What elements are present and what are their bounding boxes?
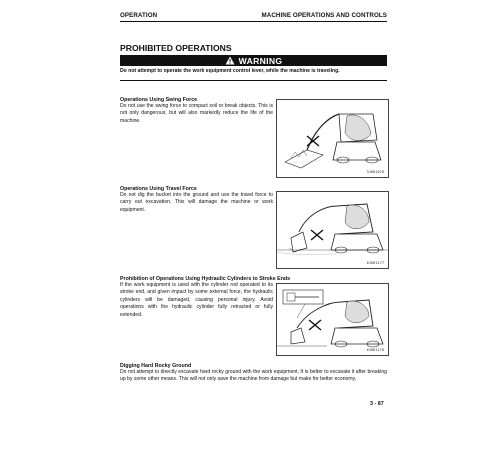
section-body-swing-force: Do not use the swing force to compact soil or break objects. This is not only dangerous, but will also markedly reduce the life of the machine.: [120, 103, 273, 124]
section-heading-hard-rocky-ground: Digging Hard Rocky Ground: [120, 363, 192, 369]
figure-code: 6JH01177: [366, 261, 384, 265]
section-heading-cylinder-stroke: Prohibition of Operations Using Hydraulic Cylinders to Stroke Ends: [120, 276, 291, 282]
section-heading-travel-force: Operations Using Travel Force: [120, 186, 197, 192]
section-heading-swing-force: Operations Using Swing Force: [120, 97, 198, 103]
warning-text: Do not attempt to operate the work equipment control lever, while the machine is traveling.: [120, 68, 340, 74]
warning-triangle-icon: [225, 56, 235, 65]
page-title: PROHIBITED OPERATIONS: [120, 43, 232, 53]
excavator-swing-illustration: [277, 100, 388, 177]
header-chapter-title: MACHINE OPERATIONS AND CONTROLS: [261, 12, 387, 19]
figure-travel-force: [276, 191, 389, 269]
figure-swing-force: [276, 99, 389, 178]
warning-rule: [120, 80, 387, 81]
figure-code: 6JH01178: [366, 348, 384, 352]
header-rule: [120, 21, 387, 22]
warning-label: WARNING: [238, 55, 283, 66]
excavator-cylinder-illustration: [277, 284, 388, 355]
figure-cylinder-stroke: [276, 283, 389, 356]
warning-banner: [120, 55, 387, 66]
figure-code: 5JH01078: [366, 170, 384, 174]
section-body-travel-force: Do not dig the bucket into the ground and use the travel force to carry out excavation. This will damage the machine or work equipment.: [120, 192, 273, 213]
section-body-cylinder-stroke: If the work equipment is used with the cylinder rod operated to its stroke end, and given impact by some external force, the hydraulic cylinders will be damaged, causing personal injury. Avoid operations with the hydraulic cylinder fully retracted or fully extended.: [120, 282, 273, 318]
header-section-title: OPERATION: [120, 12, 158, 19]
excavator-travel-illustration: [277, 192, 388, 268]
page-number: 3 - 87: [370, 401, 384, 407]
section-body-hard-rocky-ground: Do not attempt to directly excavate hard rocky ground with the work equipment. It is better to excavate it after breaking up by some other means. This will not only save the machine from damage but make for better economy.: [120, 369, 387, 383]
